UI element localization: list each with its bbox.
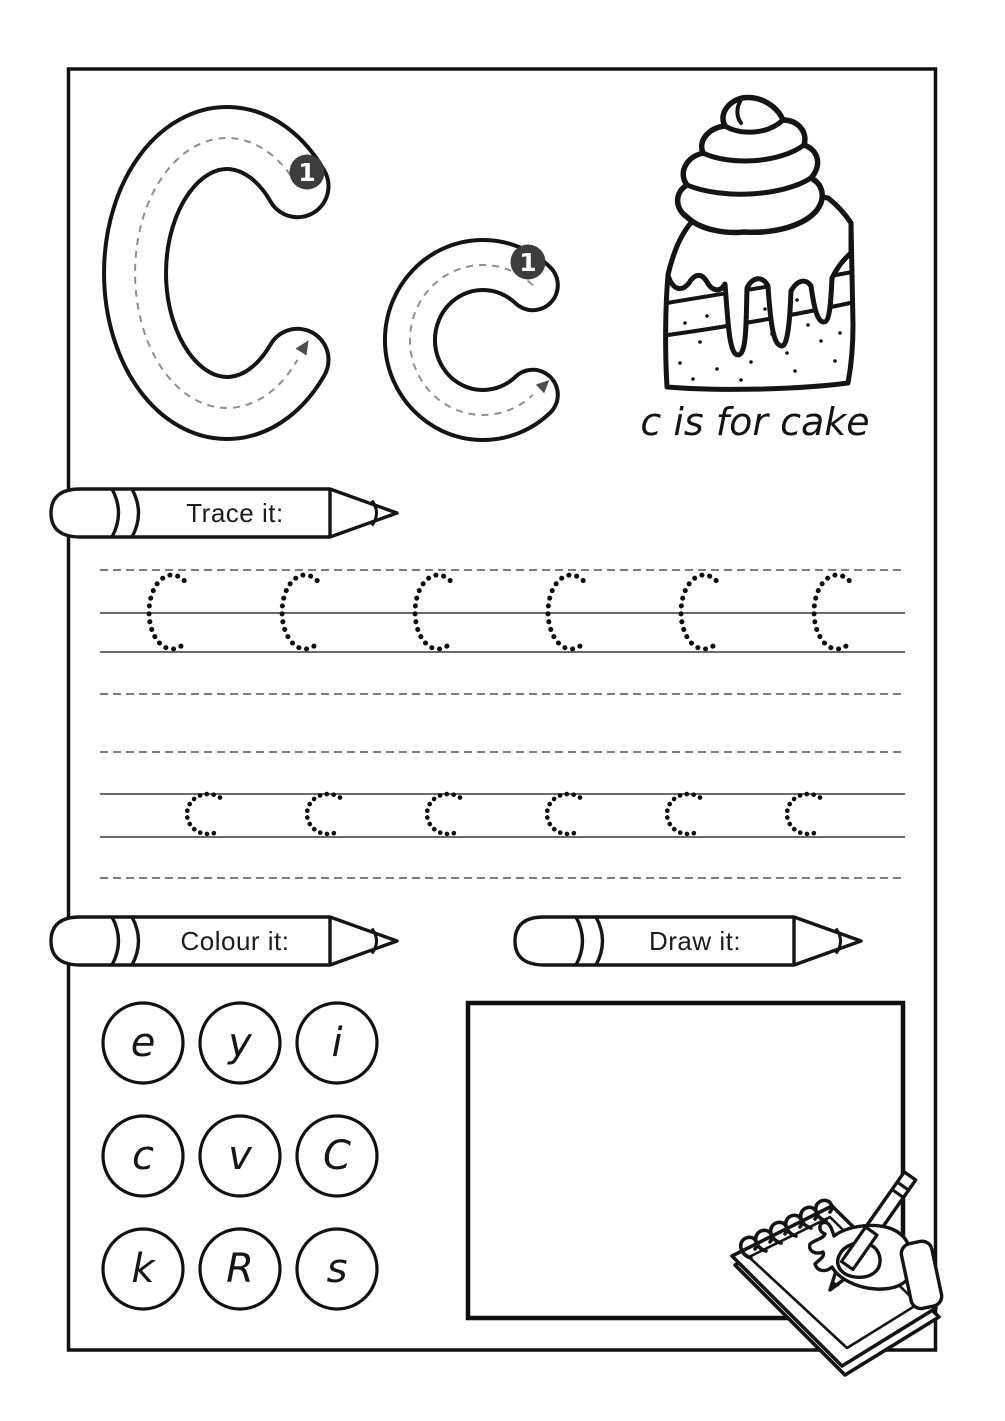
start-point-badge	[290, 155, 325, 190]
dotted-letter-c	[427, 794, 460, 834]
colour-circle-letter: s	[326, 1246, 348, 1292]
trace-row-lowercase	[187, 794, 820, 834]
handwriting-guide-lines	[100, 570, 905, 878]
start-number: 1	[298, 158, 316, 187]
cake-slice-icon	[666, 98, 853, 390]
bubble-letter-lowercase-c	[410, 245, 554, 416]
start-number: 1	[519, 248, 537, 277]
trace-section-label: Trace it:	[186, 498, 284, 528]
draw-section-label: Draw it:	[648, 926, 742, 956]
colour-circle-letter: c	[132, 1133, 154, 1179]
bubble-letter-uppercase-c	[135, 138, 324, 408]
colour-circle-letter: e	[130, 1020, 156, 1066]
start-point-badge	[511, 245, 546, 280]
colour-section-label: Colour it:	[180, 926, 290, 956]
dotted-letter-c	[187, 794, 220, 834]
picture-caption: c is for cake	[640, 400, 870, 444]
dotted-letter-c	[547, 794, 580, 834]
colour-circle-letter: y	[228, 1020, 252, 1066]
dotted-letter-c	[667, 794, 700, 834]
colour-circle-letter: R	[226, 1246, 254, 1292]
colour-circle-letter: C	[323, 1133, 351, 1179]
colour-circle-letter: k	[131, 1246, 155, 1292]
dotted-letter-c	[307, 794, 340, 834]
colour-circle-letter: i	[331, 1020, 343, 1066]
dotted-letter-c	[787, 794, 820, 834]
colour-circle-letter: v	[228, 1133, 252, 1179]
